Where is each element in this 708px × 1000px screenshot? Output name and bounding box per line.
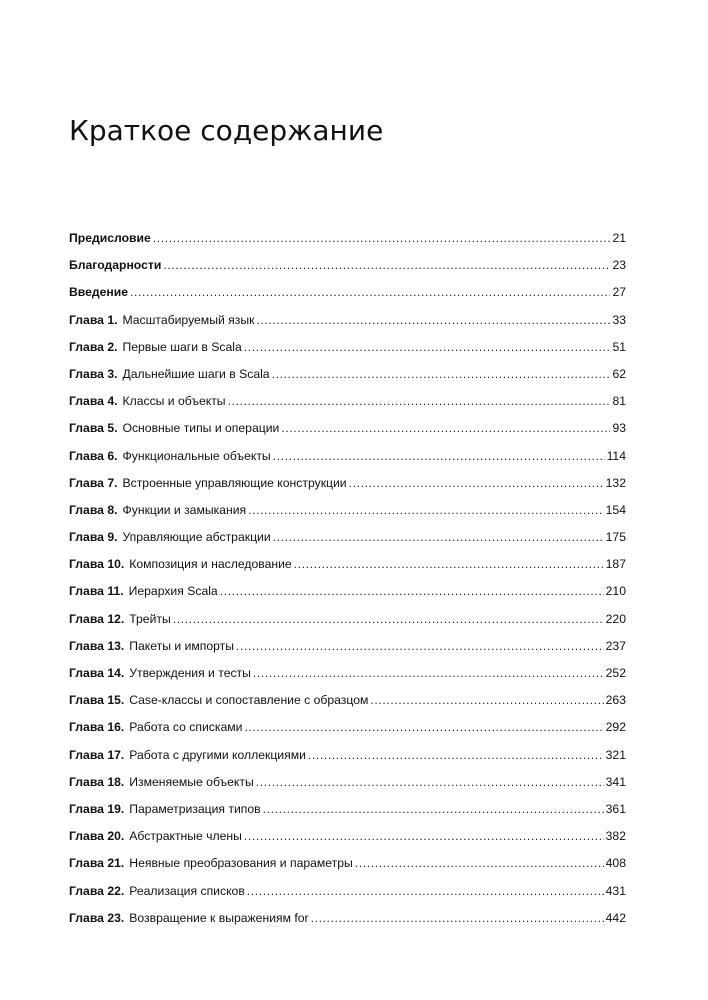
page-number: 361 — [605, 801, 626, 816]
dot-leader — [153, 225, 611, 252]
dot-leader — [311, 905, 604, 932]
dot-leader — [273, 443, 605, 470]
page-number: 93 — [612, 421, 626, 436]
toc-entry-label — [69, 388, 226, 415]
page-number: 292 — [605, 720, 626, 735]
chapter-title: Возвращение к выражениям for — [129, 910, 309, 925]
page-number: 23 — [612, 258, 626, 273]
page-number: 431 — [605, 883, 626, 898]
chapter-number: Глава 23. — [69, 910, 125, 925]
page-number: 62 — [612, 366, 626, 381]
toc-entry[interactable] — [69, 279, 626, 306]
toc-entry[interactable] — [69, 388, 626, 415]
toc-entry[interactable] — [69, 578, 626, 605]
dot-leader — [163, 252, 610, 279]
chapter-number: Глава 19. — [69, 801, 125, 816]
table-of-contents — [69, 225, 626, 932]
toc-entry-label — [69, 714, 242, 741]
page-number: 132 — [605, 475, 626, 490]
toc-entry-label — [69, 252, 161, 279]
page-number: 187 — [605, 557, 626, 572]
page-number: 237 — [605, 638, 626, 653]
chapter-title: Функциональные объекты — [122, 448, 271, 463]
toc-entry[interactable] — [69, 850, 626, 877]
page-number: 382 — [605, 829, 626, 844]
chapter-number: Глава 3. — [69, 366, 118, 381]
toc-entry[interactable] — [69, 633, 626, 660]
chapter-title: Управляющие абстракции — [122, 530, 271, 545]
toc-entry-label — [69, 307, 254, 334]
chapter-number: Глава 10. — [69, 557, 125, 572]
chapter-title: Трейты — [129, 611, 171, 626]
page-number: 442 — [605, 910, 626, 925]
chapter-number: Глава 15. — [69, 693, 125, 708]
chapter-number: Глава 4. — [69, 394, 118, 409]
page-number: 114 — [606, 448, 626, 463]
toc-entry[interactable] — [69, 742, 626, 769]
page-number: 321 — [605, 747, 626, 762]
toc-entry[interactable] — [69, 714, 626, 741]
chapter-number: Глава 1. — [69, 312, 118, 327]
dot-leader — [173, 606, 604, 633]
dot-leader — [308, 742, 604, 769]
toc-entry-label — [69, 769, 254, 796]
toc-entry-label — [69, 361, 270, 388]
chapter-title: Case-классы и сопоставление с образцом — [129, 693, 369, 708]
chapter-number: Глава 2. — [69, 339, 118, 354]
page-number: 341 — [605, 774, 626, 789]
page-title: Краткое содержание — [69, 114, 384, 147]
chapter-title: Функции и замыкания — [122, 502, 247, 517]
toc-entry-label — [69, 551, 292, 578]
page-number: 51 — [612, 339, 626, 354]
dot-leader — [349, 470, 604, 497]
chapter-number: Глава 13. — [69, 638, 125, 653]
page-number: 220 — [605, 611, 626, 626]
toc-entry[interactable] — [69, 361, 626, 388]
chapter-number: Глава 16. — [69, 720, 125, 735]
chapter-number: Глава 6. — [69, 448, 118, 463]
toc-entry[interactable] — [69, 524, 626, 551]
page-number: 175 — [605, 530, 626, 545]
toc-entry-label — [69, 687, 368, 714]
page-number: 33 — [612, 312, 626, 327]
dot-leader — [370, 687, 603, 714]
dot-leader — [228, 388, 611, 415]
toc-entry[interactable] — [69, 823, 626, 850]
page-number: 408 — [605, 856, 626, 871]
chapter-title: Первые шаги в Scala — [122, 339, 242, 354]
chapter-number: Глава 7. — [69, 475, 118, 490]
toc-entry[interactable] — [69, 796, 626, 823]
dot-leader — [256, 307, 610, 334]
toc-entry-label — [69, 660, 251, 687]
chapter-title: Благодарности — [69, 258, 162, 273]
chapter-title: Пакеты и импорты — [129, 638, 234, 653]
toc-entry[interactable] — [69, 334, 626, 361]
dot-leader — [272, 361, 611, 388]
dot-leader — [355, 850, 604, 877]
page-number: 210 — [605, 584, 626, 599]
chapter-number: Глава 20. — [69, 829, 125, 844]
chapter-number: Глава 12. — [69, 611, 125, 626]
chapter-title: Абстрактные члены — [129, 829, 242, 844]
dot-leader — [247, 878, 604, 905]
dot-leader — [236, 633, 604, 660]
chapter-number: Глава 22. — [69, 883, 125, 898]
toc-entry-label — [69, 334, 242, 361]
chapter-number: Глава 17. — [69, 747, 125, 762]
dot-leader — [273, 524, 604, 551]
toc-entry-label — [69, 606, 171, 633]
toc-entry-label — [69, 415, 279, 442]
dot-leader — [244, 714, 603, 741]
toc-entry[interactable] — [69, 415, 626, 442]
chapter-title: Работа со списками — [129, 720, 243, 735]
toc-entry[interactable] — [69, 497, 626, 524]
chapter-title: Предисловие — [69, 231, 151, 245]
chapter-number: Глава 9. — [69, 530, 118, 545]
toc-entry-label — [69, 878, 245, 905]
chapter-title: Параметризация типов — [129, 801, 261, 816]
toc-entry[interactable] — [69, 769, 626, 796]
page-number: 27 — [612, 285, 626, 300]
toc-entry-label — [69, 796, 261, 823]
chapter-number: Глава 8. — [69, 502, 118, 517]
toc-entry[interactable] — [69, 225, 626, 252]
chapter-title: Введение — [69, 285, 129, 300]
chapter-number: Глава 18. — [69, 774, 125, 789]
toc-entry-label — [69, 279, 128, 306]
toc-entry-label — [69, 905, 309, 932]
toc-entry-label — [69, 850, 353, 877]
page-number: 81 — [612, 394, 626, 409]
chapter-number: Глава 14. — [69, 666, 125, 680]
chapter-title: Дальнейшие шаги в Scala — [122, 366, 270, 381]
toc-entry-label — [69, 470, 347, 497]
toc-entry-label — [69, 633, 234, 660]
toc-entry[interactable] — [69, 905, 626, 932]
dot-leader — [244, 823, 604, 850]
chapter-title: Основные типы и операции — [122, 421, 280, 436]
toc-entry[interactable] — [69, 606, 626, 633]
toc-entry-label — [69, 497, 246, 524]
chapter-title: Масштабируемый язык — [122, 312, 255, 327]
toc-entry-label — [69, 524, 271, 551]
page-number: 154 — [605, 502, 626, 517]
toc-entry[interactable] — [69, 443, 626, 470]
toc-entry[interactable] — [69, 551, 626, 578]
page-number: 252 — [605, 666, 626, 680]
chapter-title: Изменяемые объекты — [129, 774, 254, 789]
toc-entry-label — [69, 443, 271, 470]
toc-entry-label — [69, 578, 218, 605]
toc-entry[interactable] — [69, 307, 626, 334]
page-number: 21 — [612, 231, 626, 245]
dot-leader — [294, 551, 604, 578]
dot-leader — [248, 497, 604, 524]
toc-entry-label — [69, 225, 151, 252]
toc-entry[interactable] — [69, 687, 626, 714]
dot-leader — [220, 578, 604, 605]
chapter-number: Глава 5. — [69, 421, 118, 436]
dot-leader — [263, 796, 604, 823]
toc-entry[interactable] — [69, 252, 626, 279]
chapter-title: Композиция и наследование — [129, 557, 292, 572]
dot-leader — [244, 334, 611, 361]
page-number: 263 — [605, 693, 626, 708]
chapter-title: Реализация списков — [129, 883, 245, 898]
dot-leader — [281, 415, 610, 442]
chapter-title: Утверждения и тесты — [129, 666, 251, 680]
dot-leader — [130, 279, 610, 306]
toc-entry[interactable] — [69, 470, 626, 497]
chapter-title: Классы и объекты — [122, 394, 226, 409]
toc-entry-label — [69, 823, 242, 850]
dot-leader — [256, 769, 604, 796]
toc-entry-label — [69, 742, 306, 769]
chapter-title: Работа с другими коллекциями — [129, 747, 306, 762]
chapter-number: Глава 11. — [69, 584, 124, 599]
chapter-number: Глава 21. — [69, 856, 125, 871]
toc-entry[interactable] — [69, 878, 626, 905]
toc-entry[interactable] — [69, 660, 626, 687]
chapter-title: Иерархия Scala — [128, 584, 218, 599]
dot-leader — [253, 660, 604, 687]
chapter-title: Встроенные управляющие конструкции — [122, 475, 347, 490]
chapter-title: Неявные преобразования и параметры — [129, 856, 353, 871]
